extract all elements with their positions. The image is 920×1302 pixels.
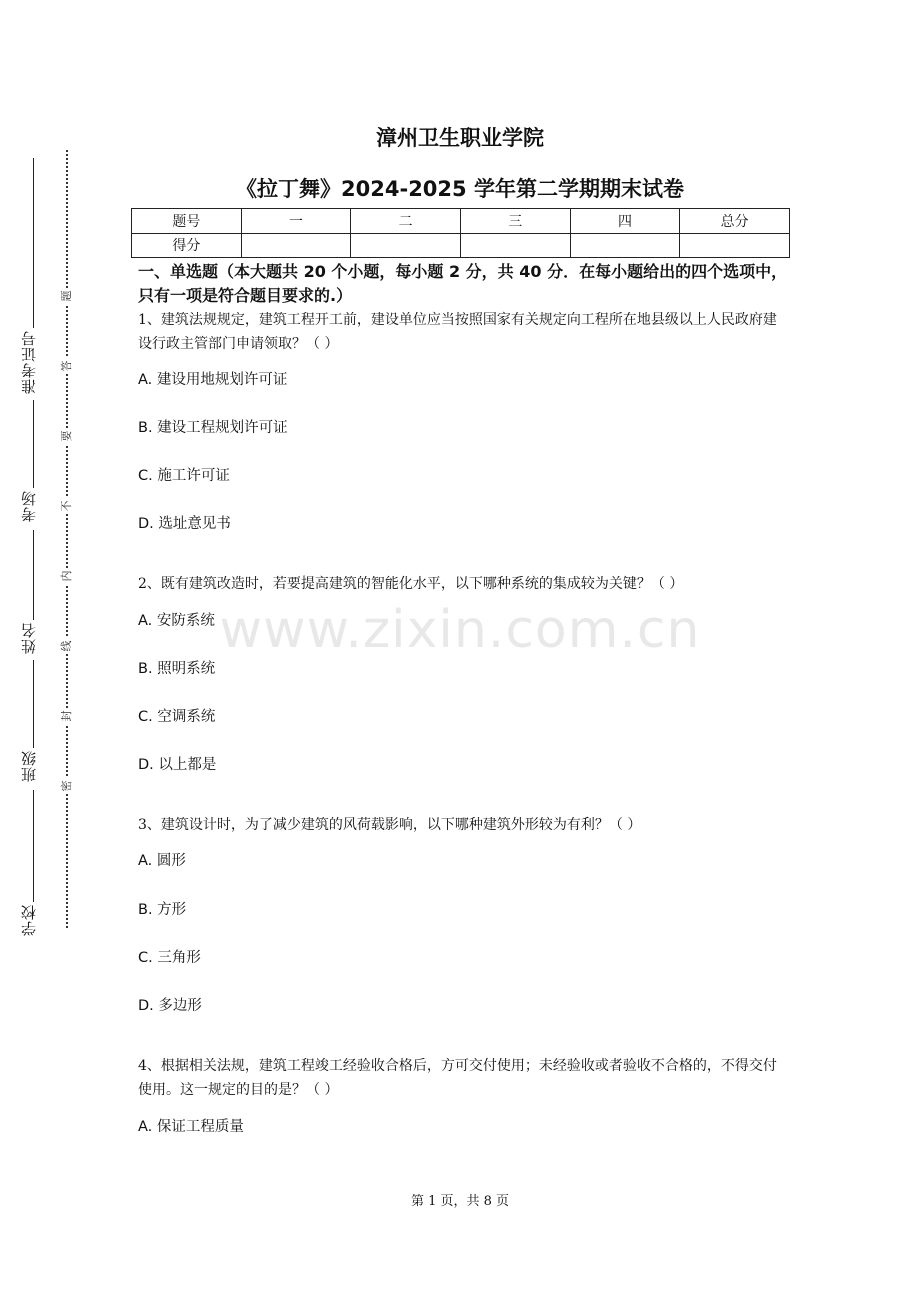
option-letter: A. (138, 1119, 153, 1135)
score-row-label: 得分 (132, 233, 242, 258)
name-label: 姓名 (20, 622, 38, 654)
option-text: 照明系统 (157, 661, 216, 677)
score-cell (570, 233, 680, 258)
option-letter: B. (138, 420, 153, 436)
option[interactable] (138, 899, 186, 921)
option-text: 保证工程质量 (156, 1119, 244, 1135)
option-text: 三角形 (157, 950, 201, 966)
option-letter: C. (138, 950, 153, 966)
option-text: 空调系统 (157, 709, 216, 725)
class-label: 班级 (20, 750, 38, 782)
score-table-header: 二 (351, 209, 461, 234)
option-text: 方形 (157, 902, 187, 918)
option-letter: A. (138, 372, 153, 388)
seal-char: 要 (58, 428, 74, 444)
option-text: 建设用地规划许可证 (156, 372, 288, 388)
page-number: 第 1 页，共 8 页 (410, 1194, 510, 1209)
question-stem: 4、根据相关法规，建筑工程竣工经验收合格后，方可交付使用；未经验收或者验收不合格的，不得交付使用。这一规定的目的是？（ ） (138, 1058, 777, 1098)
option-letter: A. (138, 613, 153, 629)
option-letter: C. (138, 468, 153, 484)
score-table-header-row (132, 209, 790, 234)
score-table-header: 三 (460, 209, 570, 234)
option[interactable] (138, 465, 230, 487)
option-text: 建设工程规划许可证 (157, 420, 288, 436)
option[interactable] (138, 706, 215, 728)
exam-number-label: 准考证号 (20, 330, 38, 394)
binding-line-class (33, 790, 34, 902)
option[interactable] (138, 850, 186, 872)
score-table-header: 题号 (132, 209, 242, 234)
option-letter: B. (138, 661, 153, 677)
option-letter: D. (138, 998, 154, 1014)
seal-char: 封 (58, 708, 74, 724)
option-text: 多边形 (158, 998, 202, 1014)
score-table-header: 一 (241, 209, 351, 234)
score-table (131, 208, 790, 258)
score-cell (680, 233, 790, 258)
option[interactable] (138, 995, 202, 1017)
seal-char: 内 (58, 568, 74, 584)
score-cell (460, 233, 570, 258)
option[interactable] (138, 513, 231, 535)
option-letter: B. (138, 902, 153, 918)
option[interactable] (138, 1116, 244, 1138)
option-text: 圆形 (156, 853, 186, 869)
seal-char: 线 (58, 638, 74, 654)
option-text: 以上都是 (158, 757, 217, 773)
seal-char: 密 (58, 778, 74, 794)
seal-char: 题 (58, 288, 74, 304)
seal-dotted-line (66, 150, 68, 928)
score-table-header: 四 (570, 209, 680, 234)
section-heading: 一、单选题（本大题共 20 个小题，每小题 2 分，共 40 分．在每小题给出的四个选项中，只有一项是符合题目要求的.） (138, 262, 788, 305)
option[interactable] (138, 417, 288, 439)
seal-char: 答 (58, 358, 74, 374)
question-stem: 3、建筑设计时，为了减少建筑的风荷载影响，以下哪种建筑外形较为有利？（ ） (138, 817, 642, 833)
option-text: 选址意见书 (158, 516, 231, 532)
seal-char: 不 (58, 498, 74, 514)
score-table-score-row (132, 233, 790, 258)
option[interactable] (138, 658, 215, 680)
option[interactable] (138, 754, 216, 776)
option-letter: D. (138, 516, 154, 532)
exam-room-label: 考场 (20, 490, 38, 522)
score-cell (351, 233, 461, 258)
option-letter: A. (138, 853, 153, 869)
option-letter: C. (138, 709, 153, 725)
school-label: 学校 (20, 904, 38, 936)
option-letter: D. (138, 757, 154, 773)
exam-title: 《拉丁舞》2024-2025 学年第二学期期末试卷 (236, 177, 684, 201)
school-name: 漳州卫生职业学院 (376, 126, 544, 150)
question-stem: 1、建筑法规规定，建筑工程开工前，建设单位应当按照国家有关规定向工程所在地县级以上人民政府建设行政主管部门申请领取？（ ） (138, 312, 777, 352)
binding-line-name (33, 660, 34, 748)
option[interactable] (138, 369, 287, 391)
option-text: 安防系统 (156, 613, 215, 629)
watermark: www.zixin.com.cn (219, 600, 701, 660)
question-stem: 2、既有建筑改造时，若要提高建筑的智能化水平，以下哪种系统的集成较为关键？（ ） (138, 576, 684, 592)
binding-line-exam-number (33, 400, 34, 488)
score-table-header: 总分 (680, 209, 790, 234)
option-text: 施工许可证 (157, 468, 230, 484)
option[interactable] (138, 947, 201, 969)
score-cell (241, 233, 351, 258)
